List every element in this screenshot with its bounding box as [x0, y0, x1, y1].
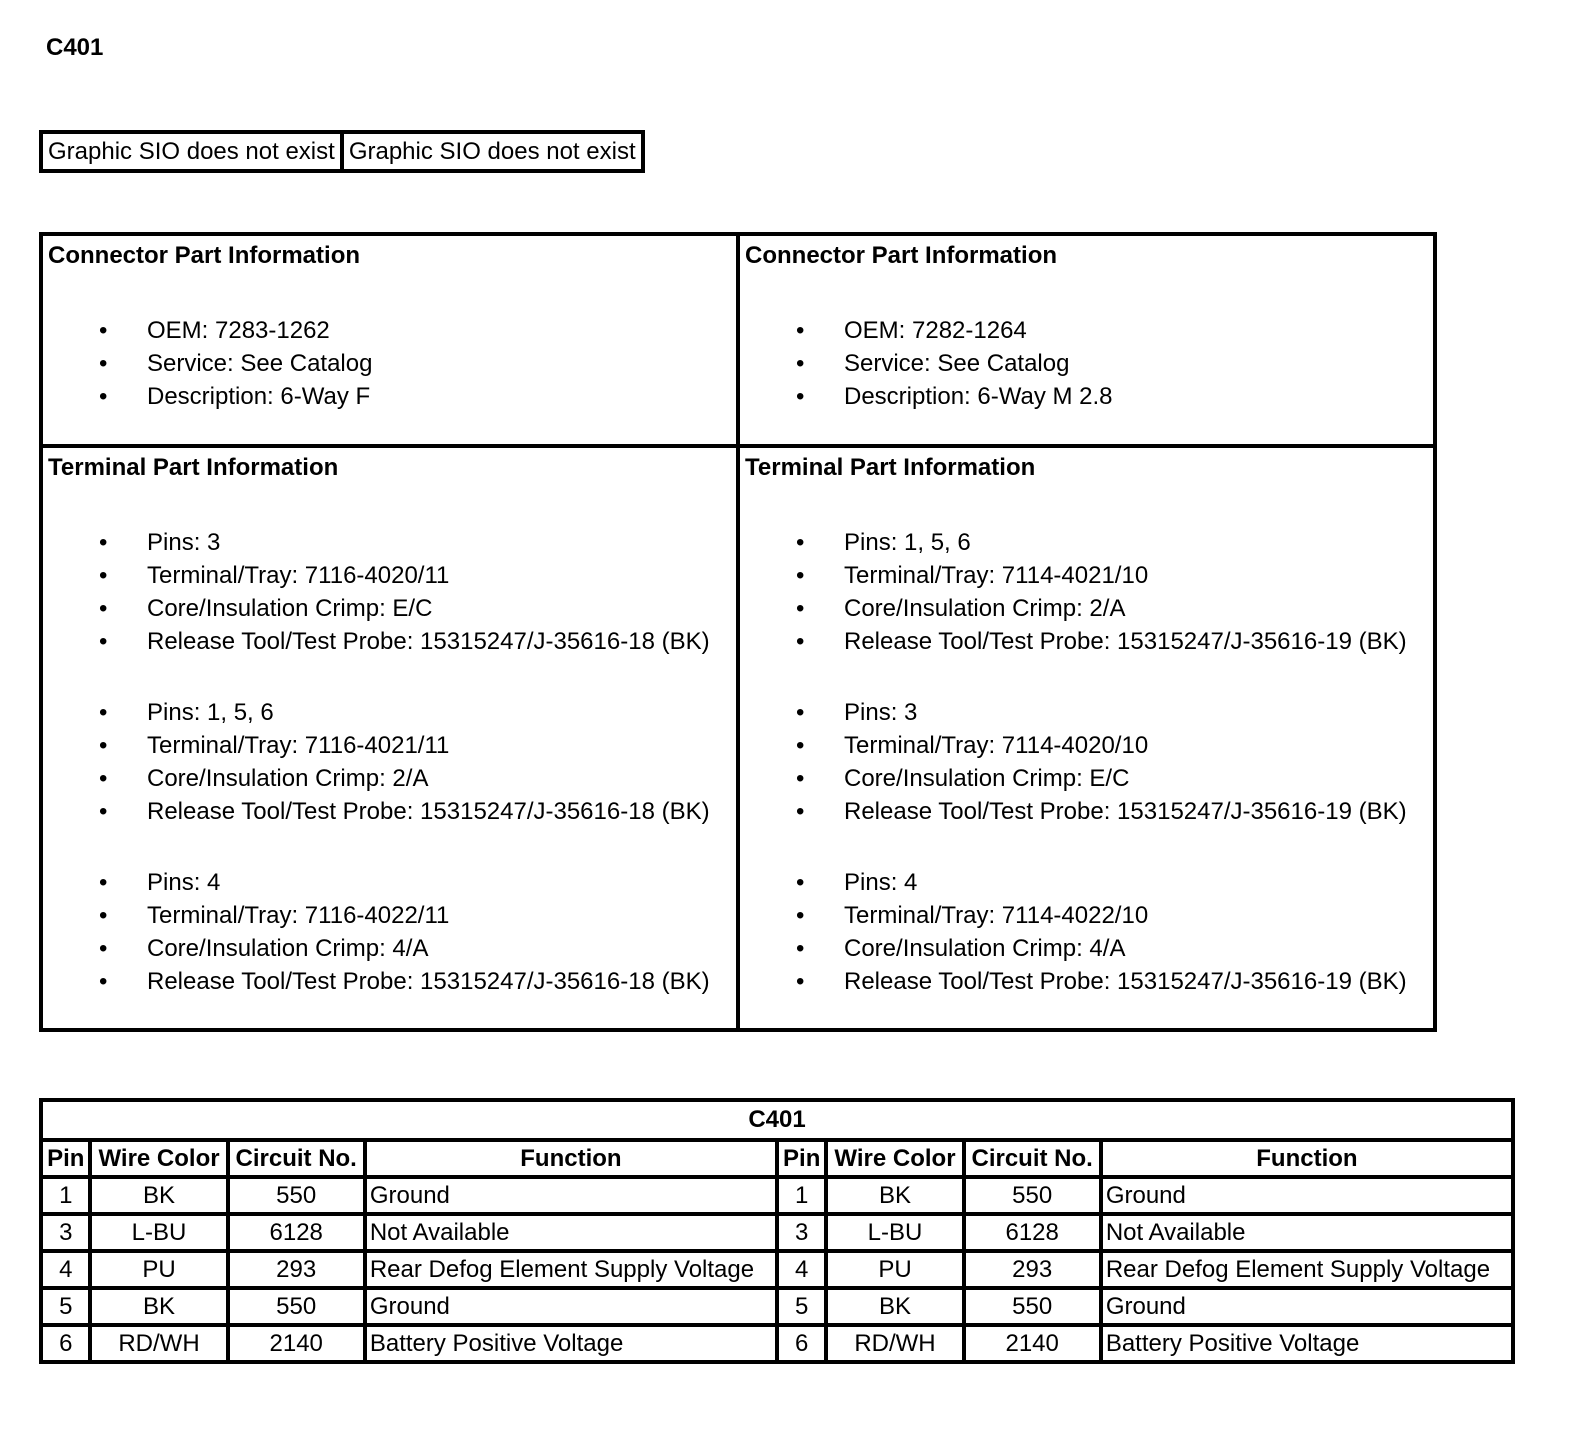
- circuit-no-cell: 293: [228, 1251, 365, 1288]
- pin-cell: 4: [777, 1251, 826, 1288]
- function-cell: Ground: [1101, 1288, 1513, 1325]
- circuit-no-cell: 550: [964, 1288, 1101, 1325]
- list-item: • Description: 6-Way M 2.8: [740, 380, 1433, 413]
- connector-list: [740, 314, 1433, 413]
- list-item: • Terminal/Tray: 7114-4022/10: [740, 899, 1433, 932]
- list-item: • Core/Insulation Crimp: 4/A: [43, 932, 736, 965]
- list-item: • Terminal/Tray: 7114-4021/10: [740, 559, 1433, 592]
- list-item: • Terminal/Tray: 7116-4022/11: [43, 899, 736, 932]
- connector-list: [43, 314, 736, 413]
- circuit-no-cell: 550: [228, 1177, 365, 1214]
- terminal-info-left: [41, 446, 738, 1030]
- function-cell: Rear Defog Element Supply Voltage: [365, 1251, 777, 1288]
- connector-heading: Connector Part Information: [745, 242, 1058, 269]
- list-item: • Core/Insulation Crimp: E/C: [740, 762, 1433, 795]
- circuit-no-cell: 2140: [228, 1325, 365, 1362]
- wire-color-cell: L-BU: [90, 1214, 227, 1251]
- table-row: [41, 1325, 1513, 1362]
- pin-table-title: C401: [41, 1100, 1513, 1140]
- list-item: • Core/Insulation Crimp: E/C: [43, 592, 736, 625]
- wire-color-cell: L-BU: [826, 1214, 963, 1251]
- list-item: • Pins: 3: [740, 696, 1433, 729]
- pin-cell: 1: [777, 1177, 826, 1214]
- graphic-table: [39, 130, 645, 173]
- pin-cell: 3: [777, 1214, 826, 1251]
- column-header-pin: Pin: [777, 1140, 826, 1177]
- table-row: [41, 1251, 1513, 1288]
- circuit-no-cell: 550: [228, 1288, 365, 1325]
- table-row: [41, 1177, 1513, 1214]
- function-cell: Not Available: [1101, 1214, 1513, 1251]
- circuit-no-cell: 2140: [964, 1325, 1101, 1362]
- table-row: [41, 1214, 1513, 1251]
- pin-cell: 6: [777, 1325, 826, 1362]
- list-item: • OEM: 7282-1264: [740, 314, 1433, 347]
- wire-color-cell: BK: [826, 1177, 963, 1214]
- column-header-circuit-no: Circuit No.: [228, 1140, 365, 1177]
- pin-table-header-row: [41, 1140, 1513, 1177]
- pin-cell: 5: [41, 1288, 90, 1325]
- graphic-placeholder-right: Graphic SIO does not exist: [342, 132, 643, 171]
- wire-color-cell: PU: [826, 1251, 963, 1288]
- wire-color-cell: RD/WH: [90, 1325, 227, 1362]
- wire-color-cell: BK: [90, 1288, 227, 1325]
- wire-color-cell: BK: [826, 1288, 963, 1325]
- list-item: • Terminal/Tray: 7114-4020/10: [740, 729, 1433, 762]
- terminal-group: [43, 866, 736, 998]
- list-item: • Release Tool/Test Probe: 15315247/J-35616-18 (BK): [43, 965, 736, 998]
- list-item: • OEM: 7283-1262: [43, 314, 736, 347]
- list-item: • Service: See Catalog: [43, 347, 736, 380]
- list-item: • Pins: 1, 5, 6: [740, 526, 1433, 559]
- pin-cell: 1: [41, 1177, 90, 1214]
- list-item: • Service: See Catalog: [740, 347, 1433, 380]
- connector-info-right: [738, 234, 1435, 446]
- list-item: • Core/Insulation Crimp: 4/A: [740, 932, 1433, 965]
- terminal-group: [740, 526, 1433, 658]
- column-header-function: Function: [365, 1140, 777, 1177]
- pin-table: [39, 1098, 1515, 1364]
- connector-heading: Connector Part Information: [48, 242, 361, 269]
- list-item: • Core/Insulation Crimp: 2/A: [43, 762, 736, 795]
- column-header-wire-color: Wire Color: [90, 1140, 227, 1177]
- list-item: • Release Tool/Test Probe: 15315247/J-35616-18 (BK): [43, 795, 736, 828]
- wire-color-cell: BK: [90, 1177, 227, 1214]
- function-cell: Battery Positive Voltage: [365, 1325, 777, 1362]
- circuit-no-cell: 6128: [964, 1214, 1101, 1251]
- terminal-info-right: [738, 446, 1435, 1030]
- function-cell: Battery Positive Voltage: [1101, 1325, 1513, 1362]
- column-header-wire-color: Wire Color: [826, 1140, 963, 1177]
- list-item: • Pins: 1, 5, 6: [43, 696, 736, 729]
- list-item: • Release Tool/Test Probe: 15315247/J-35616-19 (BK): [740, 625, 1433, 658]
- circuit-no-cell: 550: [964, 1177, 1101, 1214]
- table-row: [41, 1288, 1513, 1325]
- terminal-group: [43, 696, 736, 828]
- terminal-heading: Terminal Part Information: [745, 454, 1036, 481]
- wire-color-cell: PU: [90, 1251, 227, 1288]
- function-cell: Ground: [365, 1288, 777, 1325]
- connector-info-left: [41, 234, 738, 446]
- circuit-no-cell: 293: [964, 1251, 1101, 1288]
- pin-cell: 6: [41, 1325, 90, 1362]
- list-item: • Pins: 4: [740, 866, 1433, 899]
- function-cell: Ground: [365, 1177, 777, 1214]
- column-header-function: Function: [1101, 1140, 1513, 1177]
- list-item: • Release Tool/Test Probe: 15315247/J-35616-19 (BK): [740, 795, 1433, 828]
- terminal-group: [740, 696, 1433, 828]
- terminal-group: [740, 866, 1433, 998]
- function-cell: Rear Defog Element Supply Voltage: [1101, 1251, 1513, 1288]
- list-item: • Release Tool/Test Probe: 15315247/J-35616-19 (BK): [740, 965, 1433, 998]
- list-item: • Terminal/Tray: 7116-4020/11: [43, 559, 736, 592]
- pin-cell: 3: [41, 1214, 90, 1251]
- list-item: • Pins: 3: [43, 526, 736, 559]
- list-item: • Description: 6-Way F: [43, 380, 736, 413]
- page-title: C401: [46, 34, 104, 61]
- graphic-placeholder-left: Graphic SIO does not exist: [41, 132, 342, 171]
- list-item: • Terminal/Tray: 7116-4021/11: [43, 729, 736, 762]
- pin-cell: 4: [41, 1251, 90, 1288]
- wire-color-cell: RD/WH: [826, 1325, 963, 1362]
- list-item: • Release Tool/Test Probe: 15315247/J-35616-18 (BK): [43, 625, 736, 658]
- function-cell: Not Available: [365, 1214, 777, 1251]
- parts-info-table: [39, 232, 1437, 1032]
- terminal-group: [43, 526, 736, 658]
- function-cell: Ground: [1101, 1177, 1513, 1214]
- pin-cell: 5: [777, 1288, 826, 1325]
- column-header-circuit-no: Circuit No.: [964, 1140, 1101, 1177]
- column-header-pin: Pin: [41, 1140, 90, 1177]
- circuit-no-cell: 6128: [228, 1214, 365, 1251]
- terminal-heading: Terminal Part Information: [48, 454, 339, 481]
- list-item: • Core/Insulation Crimp: 2/A: [740, 592, 1433, 625]
- list-item: • Pins: 4: [43, 866, 736, 899]
